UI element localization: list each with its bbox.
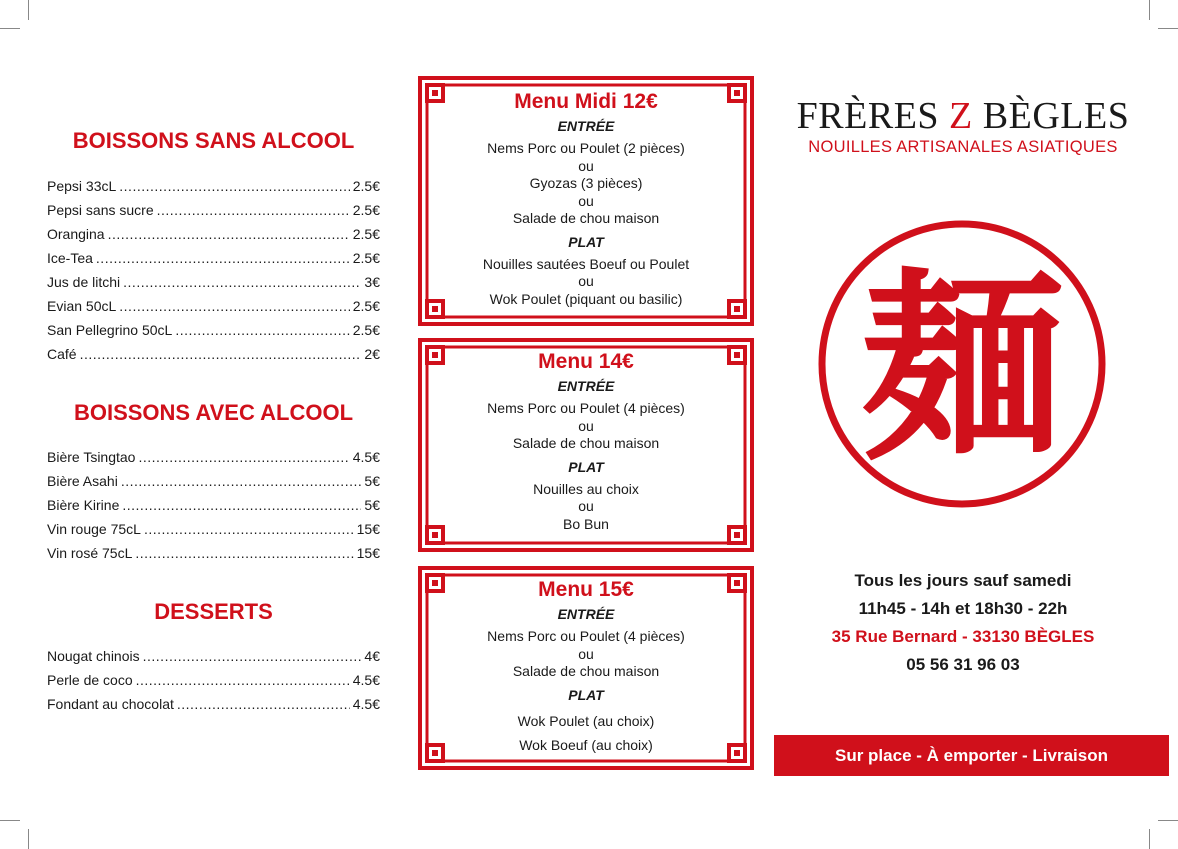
item-name: Vin rosé 75cL [47,545,133,561]
crop-mark [1149,0,1150,20]
item-name: Pepsi sans sucre [47,202,154,218]
list-item [47,692,380,716]
menu-line: ou [578,273,594,289]
info-block [776,567,1150,679]
menu-line: ou [578,157,594,174]
item-price: 15€ [356,545,380,561]
menu-line: ou [578,417,594,434]
service-banner: Sur place - À emporter - Livraison [774,735,1169,776]
item-name: Perle de coco [47,672,133,688]
menu-line: Wok Poulet (piquant ou basilic) [489,290,683,307]
list-item [47,668,380,692]
item-name: Jus de litchi [47,274,121,290]
plat-label: PLAT [568,458,604,475]
item-name: Vin rouge 75cL [47,521,141,537]
menu-line: ou [578,645,594,662]
menu-title: Menu Midi 12€ [514,90,658,113]
address: 35 Rue Bernard - 33130 BÈGLES [831,627,1095,646]
item-price: 2.5€ [352,298,380,314]
list-item [47,517,380,541]
brand-header [776,94,1150,157]
list-item [47,174,380,198]
menu-card-14 [418,338,754,552]
item-price: 4€ [364,648,380,664]
crop-mark [1158,28,1178,29]
crop-mark [28,829,29,849]
menu-line: ou [578,192,594,209]
menu-line: Bo Bun [563,515,609,532]
item-price: 3€ [364,274,380,290]
menu-line: Nems Porc ou Poulet (4 pièces) [487,400,685,416]
item-price: 2.5€ [352,322,380,338]
item-price: 5€ [364,473,380,489]
item-price: 4.5€ [352,449,380,465]
item-price: 4.5€ [352,696,380,712]
list-item [47,644,380,668]
phone-number: 05 56 31 96 03 [906,655,1020,674]
crop-mark [0,820,20,821]
opening-days: Tous les jours sauf samedi [854,571,1072,590]
item-price: 2€ [364,346,380,362]
menu-line: Wok Poulet (au choix) [517,712,655,729]
menu-line: ou [578,498,594,514]
logo-glyph: 麺 [859,251,1065,489]
list-item [47,493,380,517]
crop-mark [28,0,29,20]
list-item [47,246,380,270]
opening-hours: 11h45 - 14h et 18h30 - 22h [858,599,1068,618]
item-name: Bière Kirine [47,497,120,513]
crop-mark [1149,829,1150,849]
alcohol-list [47,445,380,565]
list-item [47,342,380,366]
menu-line: Salade de chou maison [512,435,660,451]
item-name: Nougat chinois [47,648,140,664]
section-title-alcohol: BOISSONS AVEC ALCOOL [73,400,354,425]
list-item [47,222,380,246]
list-item [47,270,380,294]
item-name: Café [47,346,77,362]
menu-line: Nems Porc ou Poulet (4 pièces) [487,628,685,644]
item-price: 2.5€ [352,178,380,194]
list-item [47,469,380,493]
list-item [47,541,380,565]
item-name: Ice-Tea [47,250,93,266]
section-title-desserts: DESSERTS [154,599,273,624]
list-item [47,318,380,342]
menu-line: Wok Boeuf (au choix) [519,736,653,753]
item-name: Bière Tsingtao [47,449,136,465]
item-name: Pepsi 33cL [47,178,117,194]
entree-label: ENTRÉE [557,378,615,394]
logo-noodle-icon [812,214,1112,514]
item-name: Fondant au chocolat [47,696,174,712]
plat-label: PLAT [568,686,604,703]
list-item [47,294,380,318]
item-price: 2.5€ [352,226,380,242]
menu-line: Gyozas (3 pièces) [529,175,643,191]
section-title-soft-drinks: BOISSONS SANS ALCOOL [72,128,355,153]
item-name: Bière Asahi [47,473,118,489]
brand-name: FRÈRES Z BÈGLES [796,95,1130,137]
menu-card-15 [418,566,754,770]
item-name: Evian 50cL [47,298,117,314]
menu-title: Menu 14€ [538,350,634,373]
menu-card-midi [418,76,754,326]
menu-line: Nems Porc ou Poulet (2 pièces) [487,140,685,156]
entree-label: ENTRÉE [557,118,615,134]
soft-drinks-list [47,174,380,366]
menu-line: Salade de chou maison [512,210,660,226]
item-name: Orangina [47,226,105,242]
item-name: San Pellegrino 50cL [47,322,173,338]
brand-subtitle: NOUILLES ARTISANALES ASIATIQUES [808,138,1118,156]
entree-label: ENTRÉE [557,606,615,622]
crop-mark [0,28,20,29]
crop-mark [1158,820,1178,821]
list-item [47,198,380,222]
menu-line: Nouilles au choix [533,480,639,497]
item-price: 5€ [364,497,380,513]
plat-label: PLAT [568,233,604,250]
menu-line: Nouilles sautées Boeuf ou Poulet [482,255,690,272]
menu-line: Salade de chou maison [512,663,660,679]
item-price: 15€ [356,521,380,537]
desserts-list [47,644,380,716]
item-price: 2.5€ [352,250,380,266]
item-price: 4.5€ [352,672,380,688]
item-price: 2.5€ [352,202,380,218]
list-item [47,445,380,469]
menu-title: Menu 15€ [538,578,634,601]
